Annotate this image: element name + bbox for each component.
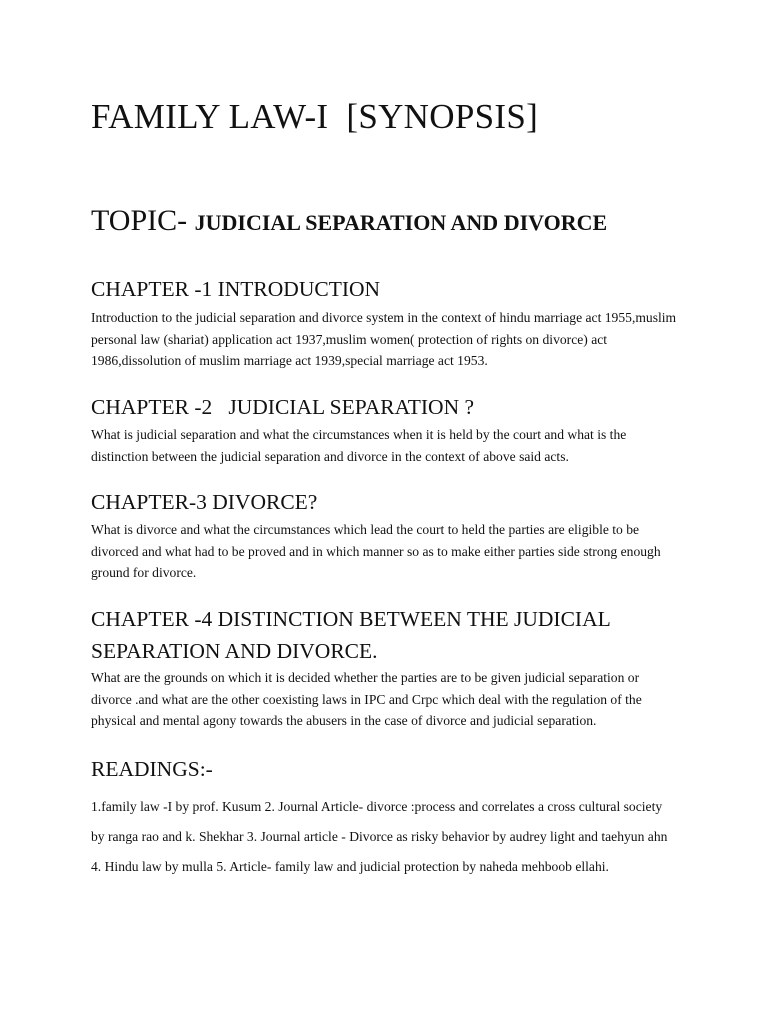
readings-body: 1.family law -I by prof. Kusum 2. Journal Article- divorce :process and correlates a cross cultural society by ranga rao and k. Shekhar 3. Journal article - Divorce as risky behavior by audrey light and taehyun ahn 4. Hindu law by mulla 5. Article- family law and judicial protection by naheda mehboob ellahi. [91,799,668,874]
chapter-body: What is judicial separation and what the circumstances when it is held by the court and what is the distinction between the judicial separation and divorce in the context of above said acts. [91,427,627,464]
chapter-3-section [91,487,691,584]
chapter-2-section [91,392,691,467]
chapter-heading: CHAPTER-3 DIVORCE? [91,490,318,514]
chapter-body: What is divorce and what the circumstances which lead the court to held the parties are eligible to be divorced and what had to be proved and in which manner so as to make either parties side strong enough ground for divorce. [91,522,661,580]
chapter-heading: CHAPTER -1 INTRODUCTION [91,277,381,301]
chapter-4-section [91,603,691,732]
chapter-1-section [91,274,691,372]
chapter-heading: CHAPTER -2 JUDICIAL SEPARATION ? [91,395,475,419]
readings-section [91,754,691,882]
chapter-body: Introduction to the judicial separation and divorce system in the context of hindu marriage act 1955,muslim personal law (shariat) application act 1937,muslim women( protection of rights on divorce) act 1986,dissolution of muslim marriage act 1939,special marriage act 1953. [91,310,677,368]
topic-line [91,202,607,242]
topic-text: JUDICIAL SEPARATION AND DIVORCE [194,210,608,235]
document-title-line [91,95,538,139]
chapter-heading: CHAPTER -4 DISTINCTION BETWEEN THE JUDICIAL SEPARATION AND DIVORCE. [91,607,610,663]
topic-prefix: TOPIC- [91,204,188,237]
document-subtitle: [SYNOPSIS] [346,97,539,136]
document-title: FAMILY LAW-I [91,97,329,136]
chapter-body: What are the grounds on which it is decided whether the parties are to be given judicial separation or divorce .and what are the other coexisting laws in IPC and Crpc which deal with the regulation of the physical and mental agony towards the abusers in the case of divorce and judicial separation. [91,670,642,728]
readings-heading: READINGS:- [91,757,213,781]
